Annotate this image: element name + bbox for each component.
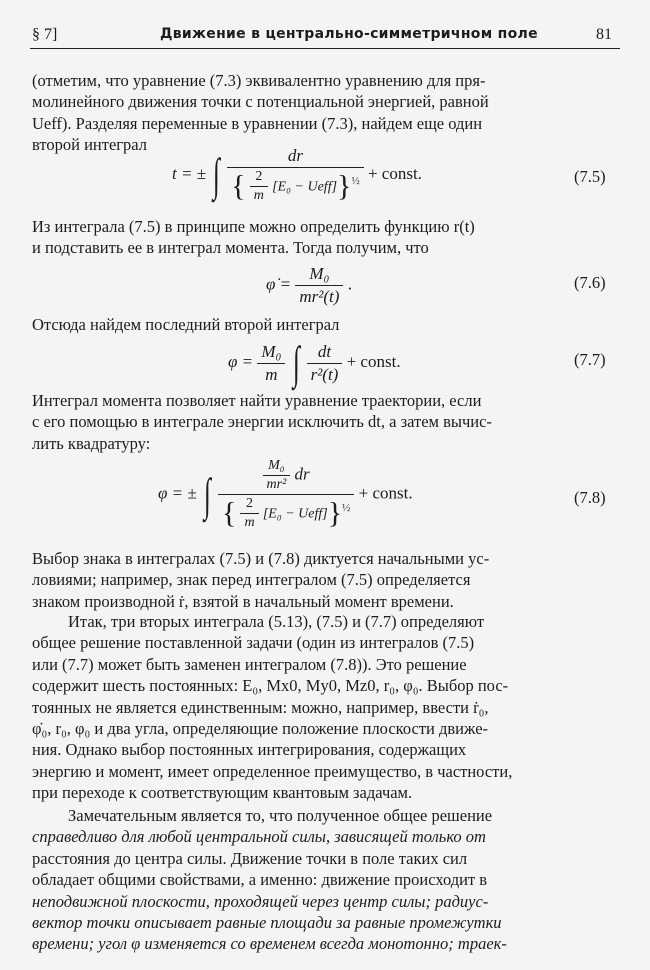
text-line: или (7.7) может быть заменен интегралом (7.8)). Это решение	[32, 654, 467, 674]
inner-tail: dr	[294, 464, 310, 484]
eq-tail: + const.	[367, 163, 422, 183]
energy-bracket: [E₀ − Ueff]	[262, 506, 328, 522]
text-line: молинейного движения точки с потенциальной энергией, равной	[32, 92, 489, 112]
eq-numerator: dt	[307, 342, 343, 364]
equation-number: (7.7)	[574, 350, 606, 369]
eq-denominator: { $\frac{2}{m}$ [E₀ − Ueff]}$^{\frac{1}{2}}$	[231, 169, 360, 203]
text-line: справедливо для любой центральной силы, зависящей только от	[32, 827, 486, 847]
equation-7-5	[172, 146, 422, 204]
integral-sign: ∫	[292, 337, 300, 388]
text-line: времени; угол φ изменяется со временем всегда монотонно; траек-	[32, 934, 507, 954]
coef-den: m	[253, 188, 264, 203]
text-line: обладает общими свойствами, а именно: движение происходит в	[32, 870, 488, 890]
text-line: вектор точки описывает равные площади за равные промежутки	[32, 912, 502, 932]
eq-fraction	[295, 264, 343, 307]
text-line: неподвижной плоскости, проходящей через центр силы; радиус-	[32, 891, 489, 911]
paragraph-6	[32, 611, 608, 804]
paragraph-4	[32, 390, 608, 454]
text-line: тоянных не является единственным: можно, например, ввести ṙ₀,	[32, 697, 489, 717]
text-line: с его помощью в интеграле энергии исключить dt, а затем вычис-	[32, 412, 492, 432]
coef-num: M₀	[257, 342, 285, 364]
text-line: и подставить ее в интеграл момента. Тогда получим, что	[32, 238, 429, 258]
eq-denominator: { $\frac{2}{m}$ [E₀ − Ueff]}$^{\frac{1}{2}}$	[221, 496, 351, 530]
equation-number: (7.6)	[574, 273, 606, 292]
paragraph-3	[32, 314, 608, 335]
text-line: φ̇₀, r₀, φ₀ и два угла, определяющие положение плоскости движе-	[32, 718, 489, 738]
text-line: (отметим, что уравнение (7.3) эквивалентно уравнению для пря-	[32, 71, 486, 90]
page-number: 81	[596, 26, 612, 43]
power: ½	[351, 174, 360, 187]
coef-fraction	[257, 342, 285, 385]
eq-lhs: φ = ±	[158, 483, 197, 503]
eq-fraction	[218, 458, 355, 531]
equation-7-6	[266, 264, 352, 307]
text-line: при переходе к соответствующим квантовым задачам.	[32, 783, 413, 803]
paragraph-5	[32, 548, 608, 612]
text-line: энергию и момент, имеет определенное преимущество, в частности,	[32, 761, 513, 781]
text-line: Отсюда найдем последний второй интеграл	[32, 315, 340, 334]
text-line: Итак, три вторых интеграла (5.13), (7.5) и (7.7) определяют	[68, 612, 485, 631]
equation-number: (7.5)	[574, 167, 606, 186]
text-line: Из интеграла (7.5) в принципе можно определить функцию r(t)	[32, 217, 475, 236]
coef-num: 2	[250, 169, 268, 187]
paragraph-1	[32, 70, 608, 156]
paragraph-7	[32, 805, 608, 955]
text-line: Интеграл момента позволяет найти уравнение траектории, если	[32, 391, 482, 410]
paragraph-2	[32, 216, 608, 259]
text-line: знаком производной ṙ, взятой в начальный момент времени.	[32, 591, 454, 611]
eq-denominator: r²(t)	[310, 364, 339, 384]
eq-tail: .	[347, 274, 352, 294]
eq-numerator	[218, 458, 355, 495]
integral-sign: ∫	[203, 468, 211, 520]
coef-num: 2	[240, 496, 258, 514]
text-line: Выбор знака в интегралах (7.5) и (7.8) диктуется начальными ус-	[32, 549, 490, 568]
text-line: содержит шесть постоянных: E₀, Mx0, My0, Mz0, r₀, φ₀. Выбор пос-	[32, 676, 509, 696]
text-line: ния. Однако выбор постоянных интегрирования, содержащих	[32, 740, 467, 760]
eq-lhs: φ̇ =	[266, 274, 292, 294]
text-line: Замечательным является то, что полученное общее решение	[68, 806, 493, 825]
eq-fraction	[307, 342, 343, 385]
equation-number: (7.8)	[574, 488, 606, 507]
text-line: лить квадратуру:	[32, 433, 151, 453]
section-number: § 7]	[32, 26, 58, 43]
power: ½	[342, 501, 351, 514]
eq-lhs: φ =	[228, 351, 254, 371]
equation-7-7	[228, 337, 401, 388]
inner-den: mr²	[266, 477, 287, 492]
text-line: расстояния до центра силы. Движение точки в поле таких сил	[32, 848, 468, 868]
eq-tail: + const.	[346, 351, 401, 371]
text-line: Ueff). Разделяя переменные в уравнении (7.3), найдем еще один	[32, 113, 483, 133]
inner-num: M₀	[263, 458, 291, 476]
text-line: общее решение поставленной задачи (один из интегралов (7.5)	[32, 633, 475, 653]
header-rule	[30, 48, 620, 49]
coef-den: m	[265, 364, 278, 384]
eq-numerator: dr	[227, 146, 364, 168]
text-line: второй интеграл	[32, 135, 147, 155]
eq-fraction	[227, 146, 364, 204]
integral-sign: ∫	[213, 149, 221, 200]
eq-lhs: t = ±	[172, 163, 207, 183]
eq-tail: + const.	[358, 483, 413, 503]
eq-denominator: mr²(t)	[299, 287, 340, 306]
running-title: Движение в центрально-симметричном поле	[160, 26, 538, 42]
equation-7-8	[158, 458, 413, 531]
energy-bracket: [E₀ − Ueff]	[272, 179, 338, 195]
text-line: ловиями; например, знак перед интегралом (7.5) определяется	[32, 570, 471, 590]
coef-den: m	[244, 515, 255, 530]
eq-numerator: M₀	[295, 264, 343, 286]
